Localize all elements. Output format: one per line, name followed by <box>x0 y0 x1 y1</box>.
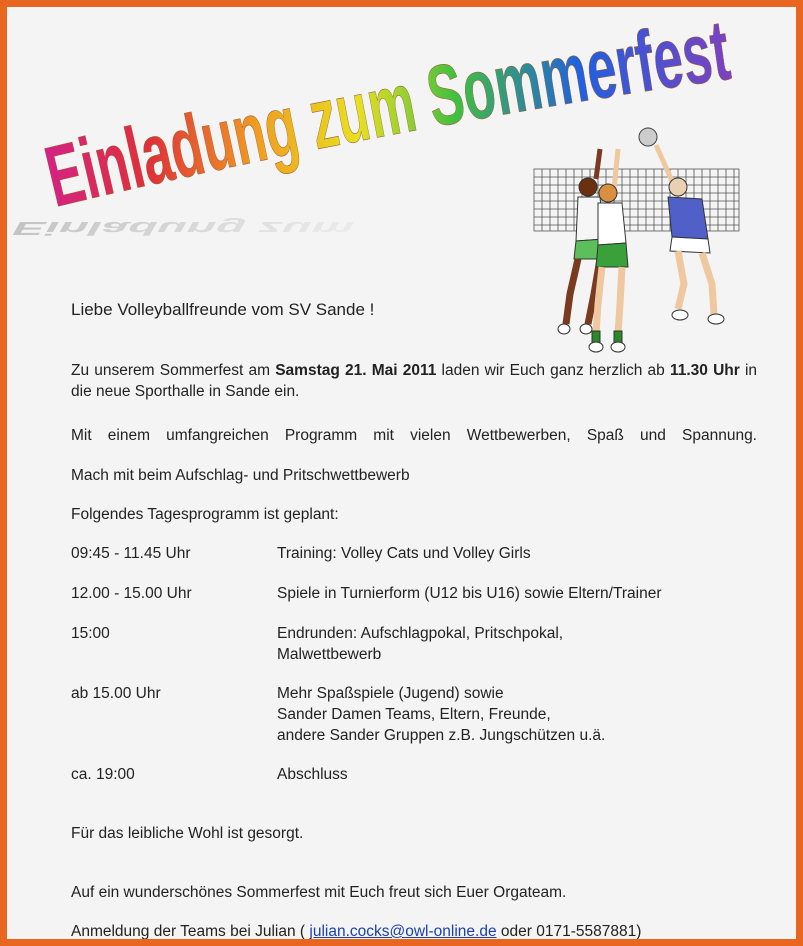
intro-paragraph <box>71 360 757 402</box>
title-shadow: Einladung zum <box>7 217 631 239</box>
intro-text-1: Zu unserem Sommerfest am <box>71 362 276 379</box>
schedule-desc: Mehr Spaßspiele (Jugend) sowie <box>277 685 504 702</box>
food-line: Für das leibliche Wohl ist gesorgt. <box>71 825 304 842</box>
schedule-time: 09:45 - 11.45 Uhr <box>71 545 191 562</box>
volleyball-players-illustration <box>522 119 742 354</box>
page-title: Einladung zum Sommerfest <box>37 7 747 226</box>
schedule-desc: Malwettbewerb <box>277 646 382 663</box>
event-date: Samstag 21. Mai 2011 <box>275 362 437 379</box>
schedule-time: ca. 19:00 <box>71 766 135 783</box>
schedule-desc: Training: Volley Cats und Volley Girls <box>277 545 531 562</box>
registration-prefix: Anmeldung der Teams bei Julian ( <box>71 923 310 939</box>
schedule-desc: andere Sander Gruppen z.B. Jungschützen u.ä. <box>277 727 606 744</box>
registration-suffix: oder 0171-5587881) <box>496 923 642 939</box>
event-time: 11.30 Uhr <box>669 362 740 379</box>
schedule-desc: Sander Damen Teams, Eltern, Freunde, <box>277 706 551 723</box>
registration-line <box>71 921 641 939</box>
intro-text-3: in die neue Sporthalle in Sande ein. <box>71 362 758 400</box>
schedule-desc: Endrunden: Aufschlagpokal, Pritschpokal, <box>277 625 564 642</box>
invitation-page <box>7 7 796 939</box>
email-link[interactable]: julian.cocks@owl-online.de <box>309 923 497 939</box>
schedule-heading: Folgendes Tagesprogramm ist geplant: <box>71 506 339 523</box>
schedule-time: 15:00 <box>71 625 110 642</box>
closing-line: Auf ein wunderschönes Sommerfest mit Euch freut sich Euer Orgateam. <box>71 884 567 901</box>
program-line: Mit einem umfangreichen Programm mit vielen Wettbewerben, Spaß und Spannung. <box>71 427 757 444</box>
schedule-desc: Spiele in Turnierform (U12 bis U16) sowie Eltern/Trainer <box>277 585 662 602</box>
join-line: Mach mit beim Aufschlag- und Pritschwettbewerb <box>71 467 410 484</box>
schedule-time: ab 15.00 Uhr <box>71 685 161 702</box>
greeting: Liebe Volleyballfreunde vom SV Sande ! <box>71 300 375 319</box>
schedule-time: 12.00 - 15.00 Uhr <box>71 585 192 602</box>
schedule-desc: Abschluss <box>277 766 348 783</box>
intro-text-2: laden wir Euch ganz herzlich ab <box>436 362 670 379</box>
